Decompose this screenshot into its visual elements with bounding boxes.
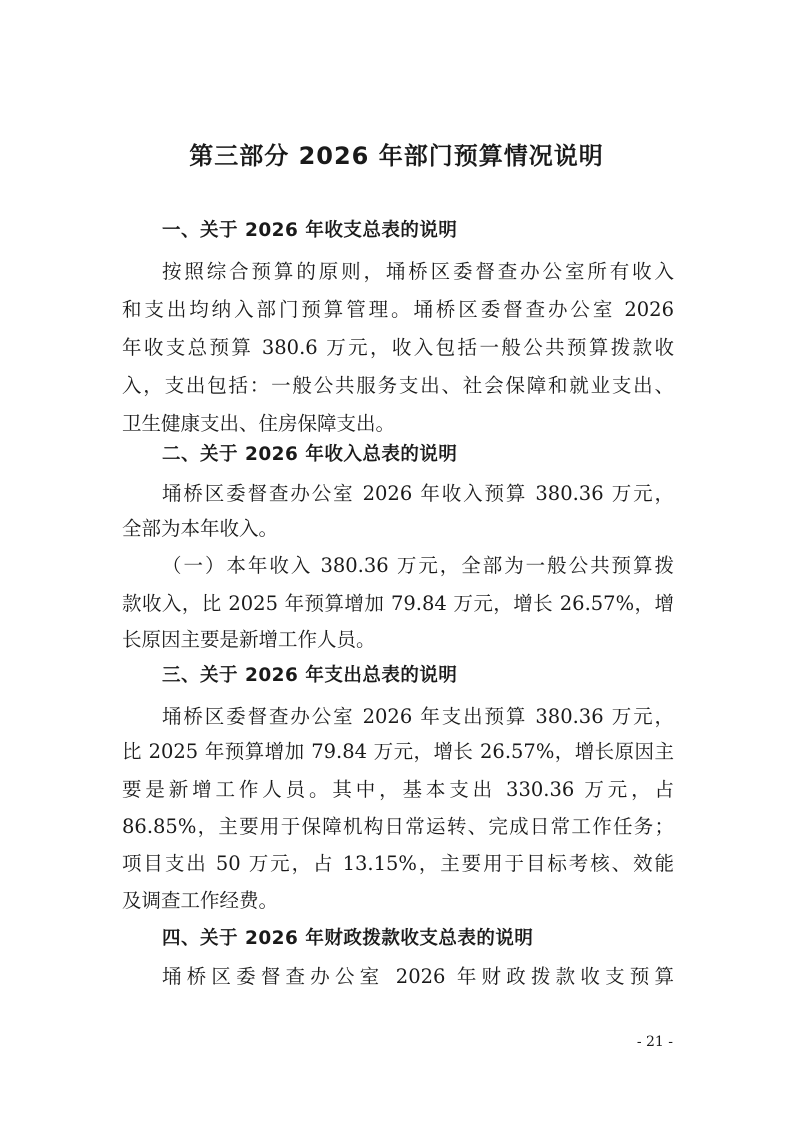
paragraph-line: 埇桥区委督查办公室 2026 年财政拨款收支预算 <box>162 965 674 988</box>
paragraph-line: 要是新增工作人员。其中，基本支出 330.36 万元，占 <box>122 778 674 801</box>
paragraph-line: 埇桥区委督查办公室 2026 年收入预算 380.36 万元， <box>162 482 674 505</box>
paragraph-line: 长原因主要是新增工作人员。 <box>122 628 376 651</box>
paragraph-line: 埇桥区委督查办公室 2026 年支出预算 380.36 万元， <box>162 705 674 728</box>
paragraph-line: 入，支出包括：一般公共服务支出、社会保障和就业支出、 <box>122 374 674 397</box>
section-heading: 一、关于 2026 年收支总表的说明 <box>162 220 458 241</box>
section-heading: 三、关于 2026 年支出总表的说明 <box>162 665 458 686</box>
section-heading: 二、关于 2026 年收入总表的说明 <box>162 444 458 465</box>
paragraph-line: 项目支出 50 万元，占 13.15%，主要用于目标考核、效能 <box>122 852 674 875</box>
page-title: 第三部分 2026 年部门预算情况说明 <box>189 142 604 170</box>
paragraph-line: 款收入，比 2025 年预算增加 79.84 万元，增长 26.57%，增 <box>122 592 674 615</box>
paragraph-line: 按照综合预算的原则，埇桥区委督查办公室所有收入 <box>162 260 674 283</box>
paragraph-line: （一）本年收入 380.36 万元，全部为一般公共预算拨 <box>162 554 674 577</box>
section-heading: 四、关于 2026 年财政拨款收支总表的说明 <box>162 928 534 949</box>
paragraph-line: 全部为本年收入。 <box>122 517 279 540</box>
paragraph-line: 及调查工作经费。 <box>122 889 279 912</box>
paragraph-line: 年收支总预算 380.6 万元，收入包括一般公共预算拨款收 <box>122 336 674 359</box>
paragraph-line: 和支出均纳入部门预算管理。埇桥区委督查办公室 2026 <box>122 298 674 321</box>
page-number: - 21 - <box>636 1034 673 1050</box>
paragraph-line: 86.85%，主要用于保障机构日常运转、完成日常工作任务； <box>122 815 674 838</box>
paragraph-line: 卫生健康支出、住房保障支出。 <box>122 412 396 435</box>
paragraph-line: 比 2025 年预算增加 79.84 万元，增长 26.57%，增长原因主 <box>122 740 674 763</box>
